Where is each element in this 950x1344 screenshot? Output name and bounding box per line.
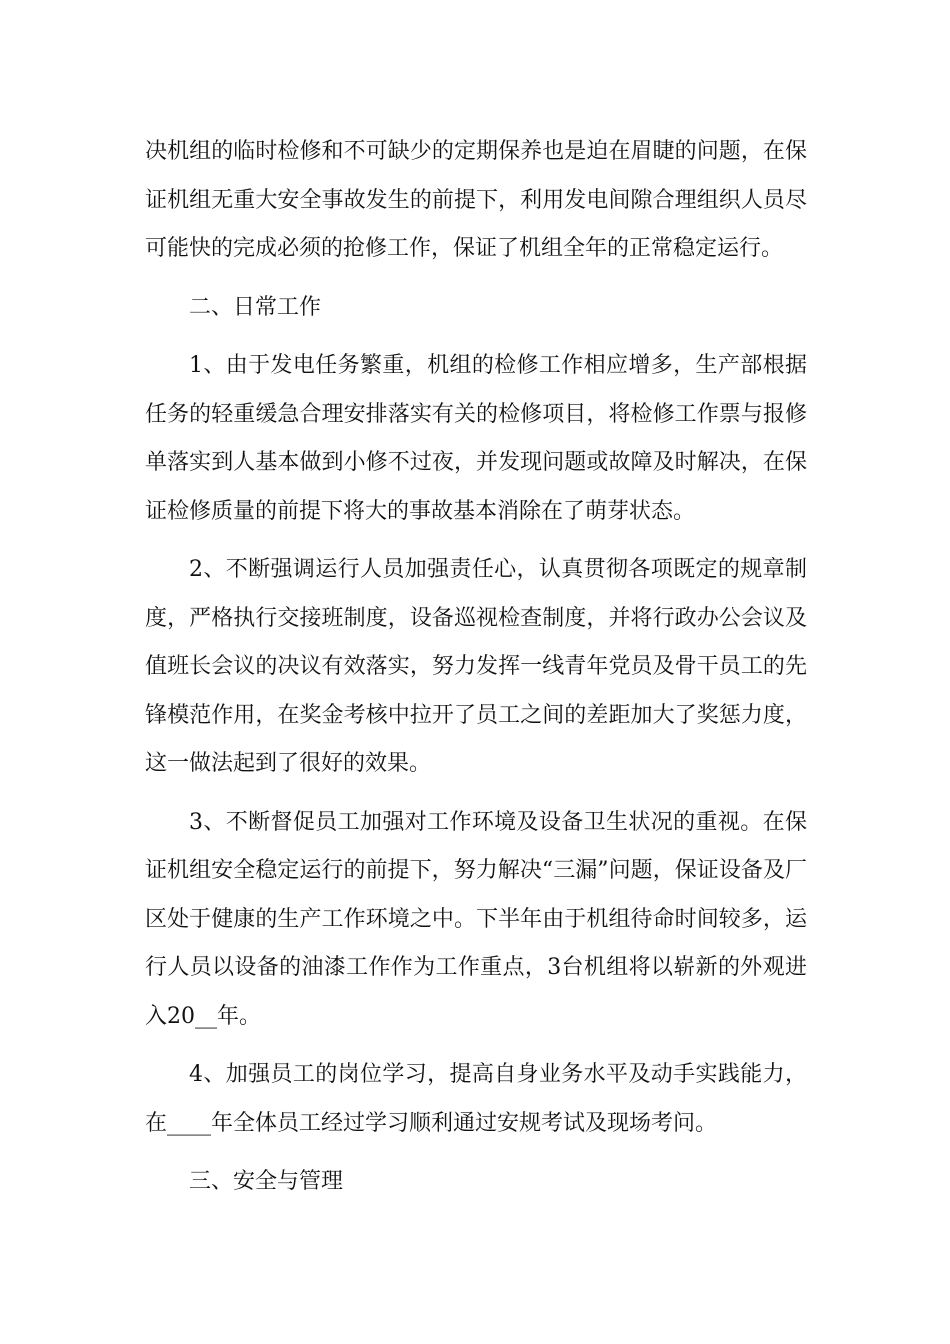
paragraph-item-1: 1、由于发电任务繁重，机组的检修工作相应增多，生产部根据任务的轻重缓急合理安排落实有关的检修项目，将检修工作票与报修单落实到人基本做到小修不过夜，并发现问题或故障及时解决，在保证检修质量的前提下将大的事故基本消除在了萌芽状态。 [145,353,807,524]
paragraph-continuation: 决机组的临时检修和不可缺少的定期保养也是迫在眉睫的问题，在保证机组无重大安全事故发生的前提下，利用发电间隙合理组织人员尽可能快的完成必须的抢修工作，保证了机组全年的正常稳定运行。 [145,139,807,261]
section-heading-daily-work: 二、日常工作 [189,294,322,320]
paragraph-item-4: 4、加强员工的岗位学习，提高自身业务水平及动手实践能力，在____年全体员工经过学习顺利通过安规考试及现场考问。 [145,1062,807,1136]
paragraph-item-3: 3、不断督促员工加强对工作环境及设备卫生状况的重视。在保证机组安全稳定运行的前提下，努力解决“三漏”问题，保证设备及厂区处于健康的生产工作环境之中。下半年由于机组待命时间较多，运行人员以设备的油漆工作作为工作重点，3台机组将以崭新的外观进入20__年。 [145,809,807,1029]
document-body [145,128,807,1217]
section-heading-safety-management: 三、安全与管理 [189,1169,344,1194]
paragraph-item-2: 2、不断强调运行人员加强责任心，认真贯彻各项既定的规章制度，严格执行交接班制度，设备巡视检查制度，并将行政办公会议及值班长会议的决议有效落实，努力发挥一线青年党员及骨干员工的先锋模范作用，在奖金考核中拉开了员工之间的差距加大了奖惩力度，这一做法起到了很好的效果。 [145,557,807,776]
